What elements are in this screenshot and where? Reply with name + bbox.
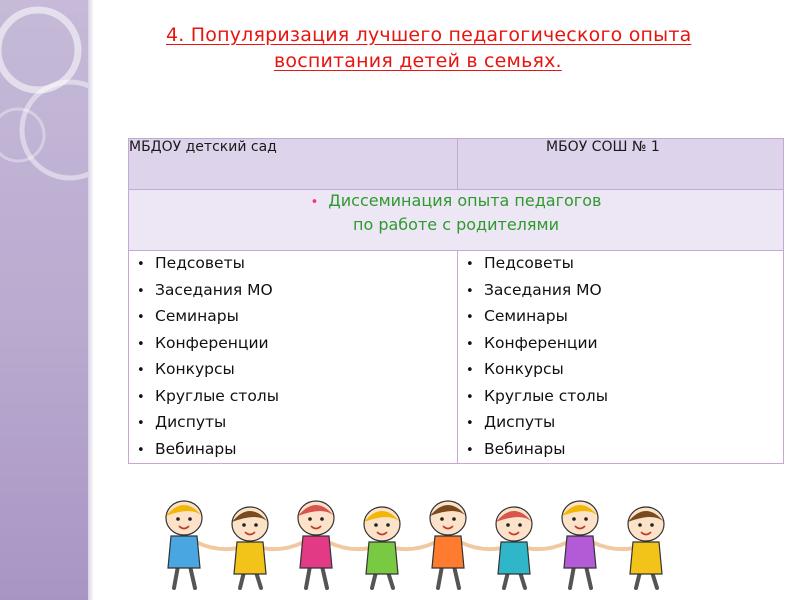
- slide-title: [150, 22, 760, 74]
- bullet-icon: •: [137, 310, 145, 325]
- list-item: [137, 384, 457, 411]
- child-figure: [364, 507, 436, 588]
- bullet-icon: •: [466, 389, 474, 405]
- table-header-row: [129, 139, 784, 190]
- bullet-icon: •: [466, 442, 474, 458]
- bullet-icon: •: [137, 336, 145, 352]
- children-holding-hands-icon: [150, 488, 710, 598]
- list-item: [466, 251, 783, 278]
- dissemination-line-2: по работе с родителями: [353, 215, 559, 234]
- title-line-1: 4. Популяризация лучшего педагогического опыта: [166, 24, 692, 46]
- list-item: [137, 357, 457, 384]
- child-figure: [496, 507, 568, 588]
- band-edge: [88, 0, 94, 600]
- list-item: [466, 304, 783, 331]
- list-item: [137, 437, 457, 464]
- bullet-icon: •: [137, 389, 145, 405]
- bullet-icon: •: [137, 416, 145, 431]
- cooperation-table: [128, 138, 784, 464]
- list-item-label: Конференции: [484, 333, 598, 352]
- list-item: [466, 410, 783, 437]
- list-item: [466, 278, 783, 305]
- list-item-label: Круглые столы: [155, 386, 279, 405]
- list-item: [137, 278, 457, 305]
- list-item: [466, 384, 783, 411]
- list-item: [137, 251, 457, 278]
- list-item: [137, 410, 457, 437]
- title-line-2: воспитания детей в семьях.: [274, 50, 562, 72]
- list-item-label: Педсоветы: [484, 254, 574, 272]
- list-item: [466, 357, 783, 384]
- bullet-icon: •: [466, 363, 474, 378]
- list-item-label: Вебинары: [484, 439, 566, 458]
- decorative-circles-icon: [0, 0, 88, 600]
- child-figure: [628, 507, 664, 588]
- child-figure: [166, 501, 238, 588]
- school-forms-list: [458, 251, 783, 463]
- header-school: МБОУ СОШ № 1: [458, 139, 784, 190]
- list-item-label: Круглые столы: [484, 386, 608, 405]
- bullet-icon: •: [466, 336, 474, 352]
- list-item: [466, 437, 783, 464]
- list-item-label: Семинары: [155, 307, 239, 325]
- list-item-label: Педсоветы: [155, 254, 245, 272]
- list-item-label: Конференции: [155, 333, 269, 352]
- child-figure: [430, 501, 502, 588]
- list-item-label: Вебинары: [155, 439, 237, 458]
- header-kindergarten: МБДОУ детский сад: [129, 139, 458, 190]
- list-item-label: Конкурсы: [155, 360, 235, 378]
- list-item-label: Диспуты: [484, 413, 556, 431]
- bullet-icon: •: [137, 283, 145, 299]
- list-item: [137, 304, 457, 331]
- list-item-label: Заседания МО: [484, 280, 602, 299]
- bullet-icon: •: [466, 416, 474, 431]
- school-forms-cell: [458, 251, 784, 464]
- bullet-icon: •: [137, 442, 145, 458]
- child-figure: [232, 507, 304, 588]
- child-figure: [298, 501, 370, 588]
- kindergarten-forms-cell: [129, 251, 458, 464]
- kindergarten-forms-list: [129, 251, 457, 463]
- bullet-icon: •: [310, 195, 319, 210]
- list-item-label: Конкурсы: [484, 360, 564, 378]
- list-item-label: Семинары: [484, 307, 568, 325]
- list-item: [137, 331, 457, 358]
- list-item-label: Заседания МО: [155, 280, 273, 299]
- bullet-icon: •: [466, 283, 474, 299]
- bullet-icon: •: [466, 310, 474, 325]
- decorative-side-band: [0, 0, 88, 600]
- list-item: [466, 331, 783, 358]
- bullet-icon: •: [466, 257, 474, 272]
- dissemination-row: [129, 190, 784, 251]
- child-figure: [562, 501, 634, 588]
- dissemination-line-1: Диссеминация опыта педагогов: [328, 191, 602, 210]
- list-item-label: Диспуты: [155, 413, 227, 431]
- forms-row: [129, 251, 784, 464]
- bullet-icon: •: [137, 257, 145, 272]
- bullet-icon: •: [137, 363, 145, 378]
- dissemination-cell: [129, 190, 784, 251]
